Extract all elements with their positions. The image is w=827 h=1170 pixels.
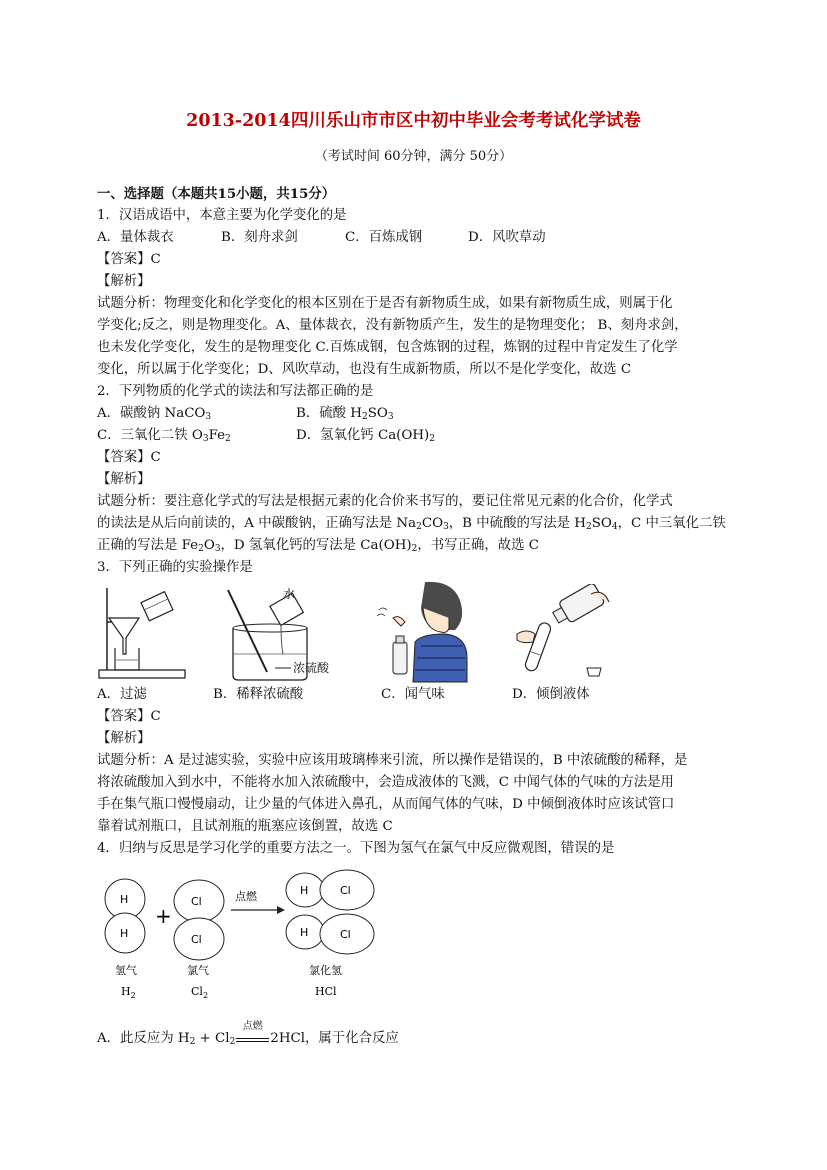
q2-answer: 【答案】C (97, 450, 161, 465)
atom-h: H (300, 926, 309, 939)
q2-stem: 2．下列物质的化学式的读法和写法都正确的是 (97, 384, 374, 399)
svg-text:Cl2: $Cl_2$ (191, 985, 209, 1000)
atom-h: H (120, 927, 129, 940)
q3-answer: 【答案】C (97, 709, 161, 724)
label-hcl: 氯化氢 (309, 964, 342, 977)
q2-analysis-label: 【解析】 (97, 472, 151, 487)
q3-analysis-line: 手在集气瓶口慢慢扇动，让少量的气体进入鼻孔，从而闻气体的气味，D 中倾倒液体时应该试管口 (97, 797, 675, 812)
q2-option-b: B．硫酸 $H_2SO_3$ (296, 406, 394, 422)
q1-option-b: B．刻舟求剑 (221, 230, 298, 245)
atom-cl: Cl (340, 884, 351, 897)
exam-title: 2013-2014四川乐山市市区中初中毕业会考考试化学试卷 (186, 111, 641, 131)
atom-cl: Cl (191, 933, 202, 946)
pouring-figure (505, 584, 615, 684)
section-heading: 一、选择题（本题共15小题，共15分） (97, 186, 336, 202)
exam-subtitle: （考试时间 60分钟，满分 50分） (314, 149, 513, 164)
q3-option-b: B．稀释浓硫酸 (213, 687, 304, 702)
q1-analysis-line: 试题分析：物理变化和化学变化的根本区别在于是否有新物质生成，如果有新物质生成，则属于化 (97, 296, 673, 311)
formula-h2: H (121, 985, 131, 998)
q2-option-a: A．碳酸钠 NaCO$_3$ (97, 406, 212, 422)
reaction-diagram (95, 866, 395, 1001)
q3-analysis-label: 【解析】 (97, 731, 151, 746)
q4-stem: 4．归纳与反思是学习化学的重要方法之一。下图为氢气在氯气中反应微观图，错误的是 (97, 841, 615, 856)
q3-option-c: C．闻气味 (381, 687, 445, 702)
svg-text:H2: $H_2$ (121, 985, 136, 1000)
q1-analysis-label: 【解析】 (97, 274, 151, 289)
smelling-figure (375, 578, 475, 684)
q1-stem: 1．汉语成语中，本意主要为化学变化的是 (97, 208, 347, 223)
reaction-condition: 点燃 (235, 890, 257, 903)
formula-cl2: Cl (191, 985, 203, 998)
filtration-figure (95, 584, 190, 684)
q1-option-a: A．量体裁衣 (97, 230, 174, 245)
q1-answer: 【答案】C (97, 252, 161, 267)
plus-sign: + (155, 904, 172, 928)
q1-analysis-line: 也未发化学变化，发生的是物理变化 C.百炼成钢，包含炼钢的过程，炼钢的过程中肯定发生了化学 (97, 340, 678, 355)
atom-cl: Cl (340, 928, 351, 941)
q1-analysis-line: 学变化;反之，则是物理变化。A、量体裁衣，没有新物质产生，发生的是物理变化； B、刻舟求剑， (97, 318, 688, 333)
q1-option-d: D．风吹草动 (468, 230, 546, 245)
q3-analysis-line: 试题分析：A 是过滤实验，实验中应该用玻璃棒来引流，所以操作是错误的，B 中浓硫酸的稀释，是 (97, 753, 688, 768)
q3-stem: 3．下列正确的实验操作是 (97, 560, 253, 575)
equals-arrow: 点燃 (236, 1029, 269, 1042)
q2-analysis-line: 试题分析：要注意化学式的写法是根据元素的化合价来书写的，要记住常见元素的化合价，化学式 (97, 494, 673, 509)
acid-dilution-figure (225, 584, 365, 684)
water-label: 水 (283, 587, 296, 601)
q3-analysis-line: 靠着试剂瓶口，且试剂瓶的瓶塞应该倒置，故选 C (97, 819, 393, 834)
q2-option-d: D．氢氧化钙 $Ca(OH)_2$ (296, 428, 436, 444)
q2-option-c: C．三氧化二铁 $O_3Fe_2$ (97, 428, 231, 444)
q1-analysis-line: 变化，所以属于化学变化；D、风吹草动，也没有生成新物质，所以不是化学变化，故选 C (97, 362, 632, 377)
label-chlorine: 氯气 (187, 964, 209, 977)
acid-label: 浓硫酸 (293, 661, 330, 675)
formula-hcl: HCl (315, 985, 337, 998)
q3-option-a: A．过滤 (97, 687, 147, 702)
label-hydrogen: 氢气 (115, 964, 137, 977)
q2-analysis-line: 正确的写法是 $Fe_2O_3$，D 氢氧化钙的写法是 $Ca(OH)_2$，书写正确，故选 C (97, 538, 540, 554)
atom-h: H (120, 893, 129, 906)
atom-h: H (300, 884, 309, 897)
q2-analysis-line: 的读法是从后向前读的，A 中碳酸钠，正确写法是 $Na_2CO_3$，B 中硫酸的写法是 $H_2SO_4$，C 中三氧化二铁 (97, 516, 726, 532)
q1-option-c: C．百炼成钢 (345, 230, 423, 245)
atom-cl: Cl (191, 895, 202, 908)
q3-analysis-line: 将浓硫酸加入到水中，不能将水加入浓硫酸中，会造成液体的飞溅，C 中闻气体的气味的方法是用 (97, 775, 674, 790)
q3-option-d: D．倾倒液体 (512, 687, 590, 702)
q4-option-a: A．此反应为 $H_2 + Cl_2$ 点燃 2HCl，属于化合反应 (97, 1021, 399, 1047)
